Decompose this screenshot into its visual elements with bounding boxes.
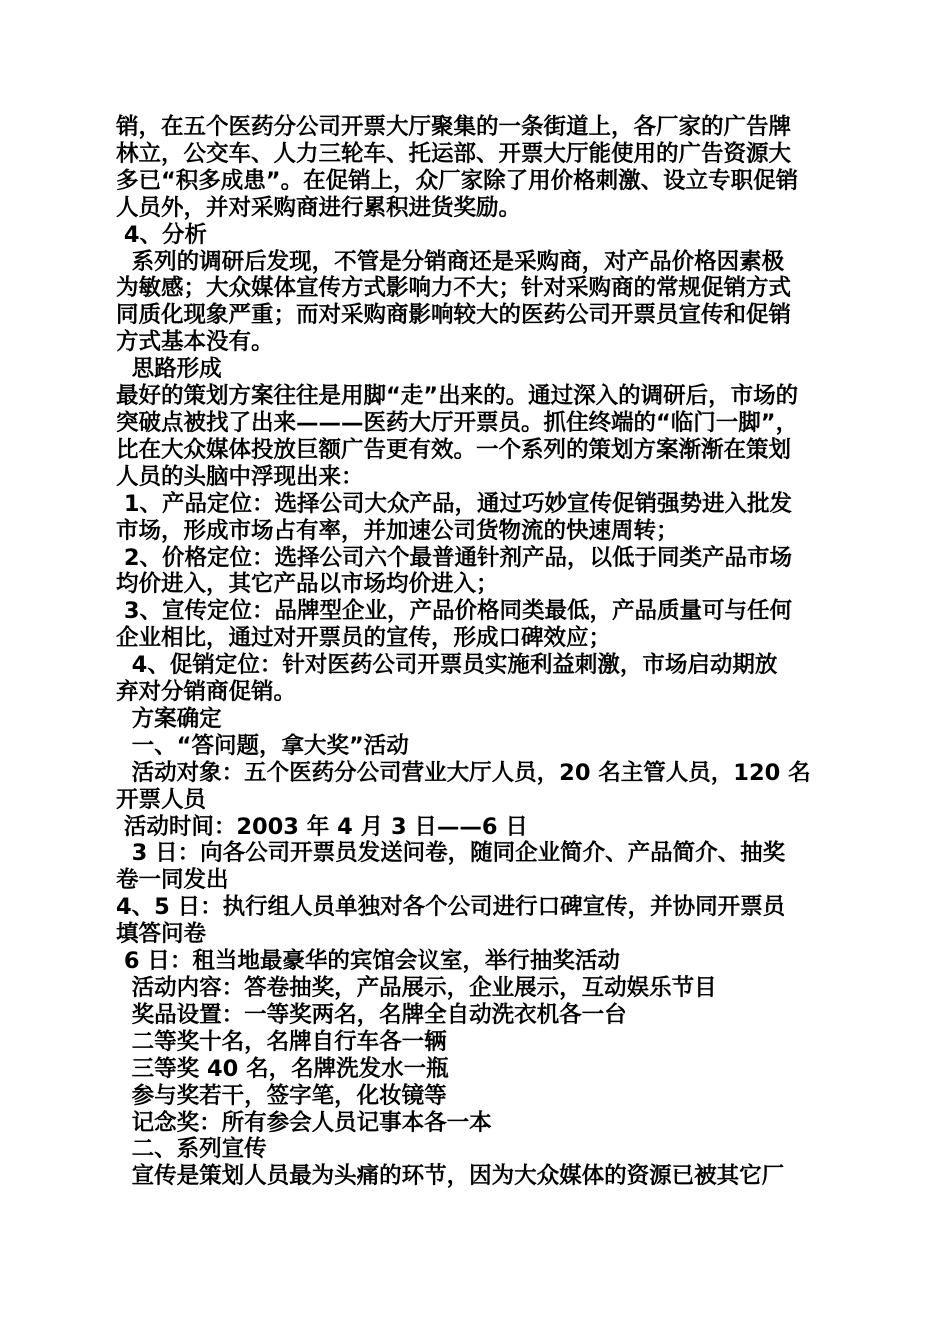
text-line: 4、5 日：执行组人员单独对各个公司进行口碑宣传，并协同开票员	[116, 894, 786, 921]
text-line: 销，在五个医药分公司开票大厅聚集的一条街道上，各厂家的广告牌	[116, 114, 792, 140]
text-line: 市场，形成市场占有率，并加速公司货物流的快速周转；	[116, 517, 679, 544]
text-line: 活动对象：五个医药分公司营业大厅人员，20 名主管人员，120 名	[116, 759, 811, 786]
text-line: 思路形成	[116, 356, 222, 383]
text-line: 6 日：租当地最豪华的宾馆会议室，举行抽奖活动	[116, 948, 620, 975]
text-line: 奖品设置：一等奖两名，名牌全自动洗衣机各一台	[116, 1001, 627, 1028]
text-line: 开票人员	[116, 786, 207, 813]
text-line: 企业相比，通过对开票员的宣传，形成口碑效应；	[116, 625, 612, 652]
text-line: 均价进入，其它产品以市场均价进入；	[116, 571, 499, 598]
text-line: 林立，公交车、人力三轮车、托运部、开票大厅能使用的广告资源大	[116, 140, 792, 167]
text-line: 宣传是策划人员最为头痛的环节，因为大众媒体的资源已被其它厂	[116, 1163, 785, 1190]
text-line: 最好的策划方案往往是用脚“走”出来的。通过深入的调研后，市场的	[116, 383, 799, 410]
text-line: 弃对分销商促销。	[116, 679, 297, 706]
text-line: 3、宣传定位：品牌型企业，产品价格同类最低，产品质量可与任何	[116, 598, 792, 625]
text-line: 记念奖：所有参会人员记事本各一本	[116, 1109, 492, 1136]
text-line: 人员的头脑中浮现出来：	[116, 463, 364, 490]
text-line: 系列的调研后发现，不管是分销商还是采购商，对产品价格因素极	[116, 248, 785, 275]
text-line: 人员外，并对采购商进行累积进货奖励。	[116, 194, 522, 221]
text-line: 4、促销定位：针对医药公司开票员实施利益刺激，市场启动期放	[116, 652, 778, 679]
text-line: 突破点被找了出来———医药大厅开票员。抓住终端的“临门一脚”，	[116, 409, 799, 436]
text-line: 比在大众媒体投放巨额广告更有效。一个系列的策划方案渐渐在策划	[116, 436, 792, 463]
text-line: 二、系列宣传	[116, 1136, 267, 1163]
text-line: 3 日：向各公司开票员发送问卷，随同企业简介、产品简介、抽奖	[116, 840, 786, 867]
text-line: 同质化现象严重；而对采购商影响较大的医药公司开票员宣传和促销	[116, 302, 792, 329]
text-line: 参与奖若干，签字笔，化妆镜等	[116, 1082, 447, 1109]
text-line: 方案确定	[116, 705, 222, 732]
text-line: 为敏感；大众媒体宣传方式影响力不大；针对采购商的常规促销方式	[116, 275, 792, 302]
text-line: 二等奖十名，名牌自行车各一辆	[116, 1028, 447, 1055]
text-line: 2、价格定位：选择公司六个最普通针剂产品，以低于同类产品市场	[116, 544, 792, 571]
text-line: 一、“答问题，拿大奖”活动	[116, 732, 409, 759]
text-line: 卷一同发出	[116, 867, 229, 894]
text-line: 活动时间：2003 年 4 月 3 日——6 日	[116, 813, 528, 840]
text-line: 三等奖 40 名，名牌洗发水一瓶	[116, 1055, 449, 1082]
text-line: 1、产品定位：选择公司大众产品，通过巧妙宣传促销强势进入批发	[116, 490, 792, 517]
text-line: 方式基本没有。	[116, 329, 274, 356]
text-line: 活动内容：答卷抽奖，产品展示，企业展示，互动娱乐节目	[116, 975, 717, 1001]
text-line: 4、分析	[116, 221, 207, 248]
text-line: 填答问卷	[116, 921, 207, 948]
text-line: 多已“积多成患”。在促销上，众厂家除了用价格刺激、设立专职促销	[116, 167, 799, 194]
document-body	[116, 114, 836, 1190]
